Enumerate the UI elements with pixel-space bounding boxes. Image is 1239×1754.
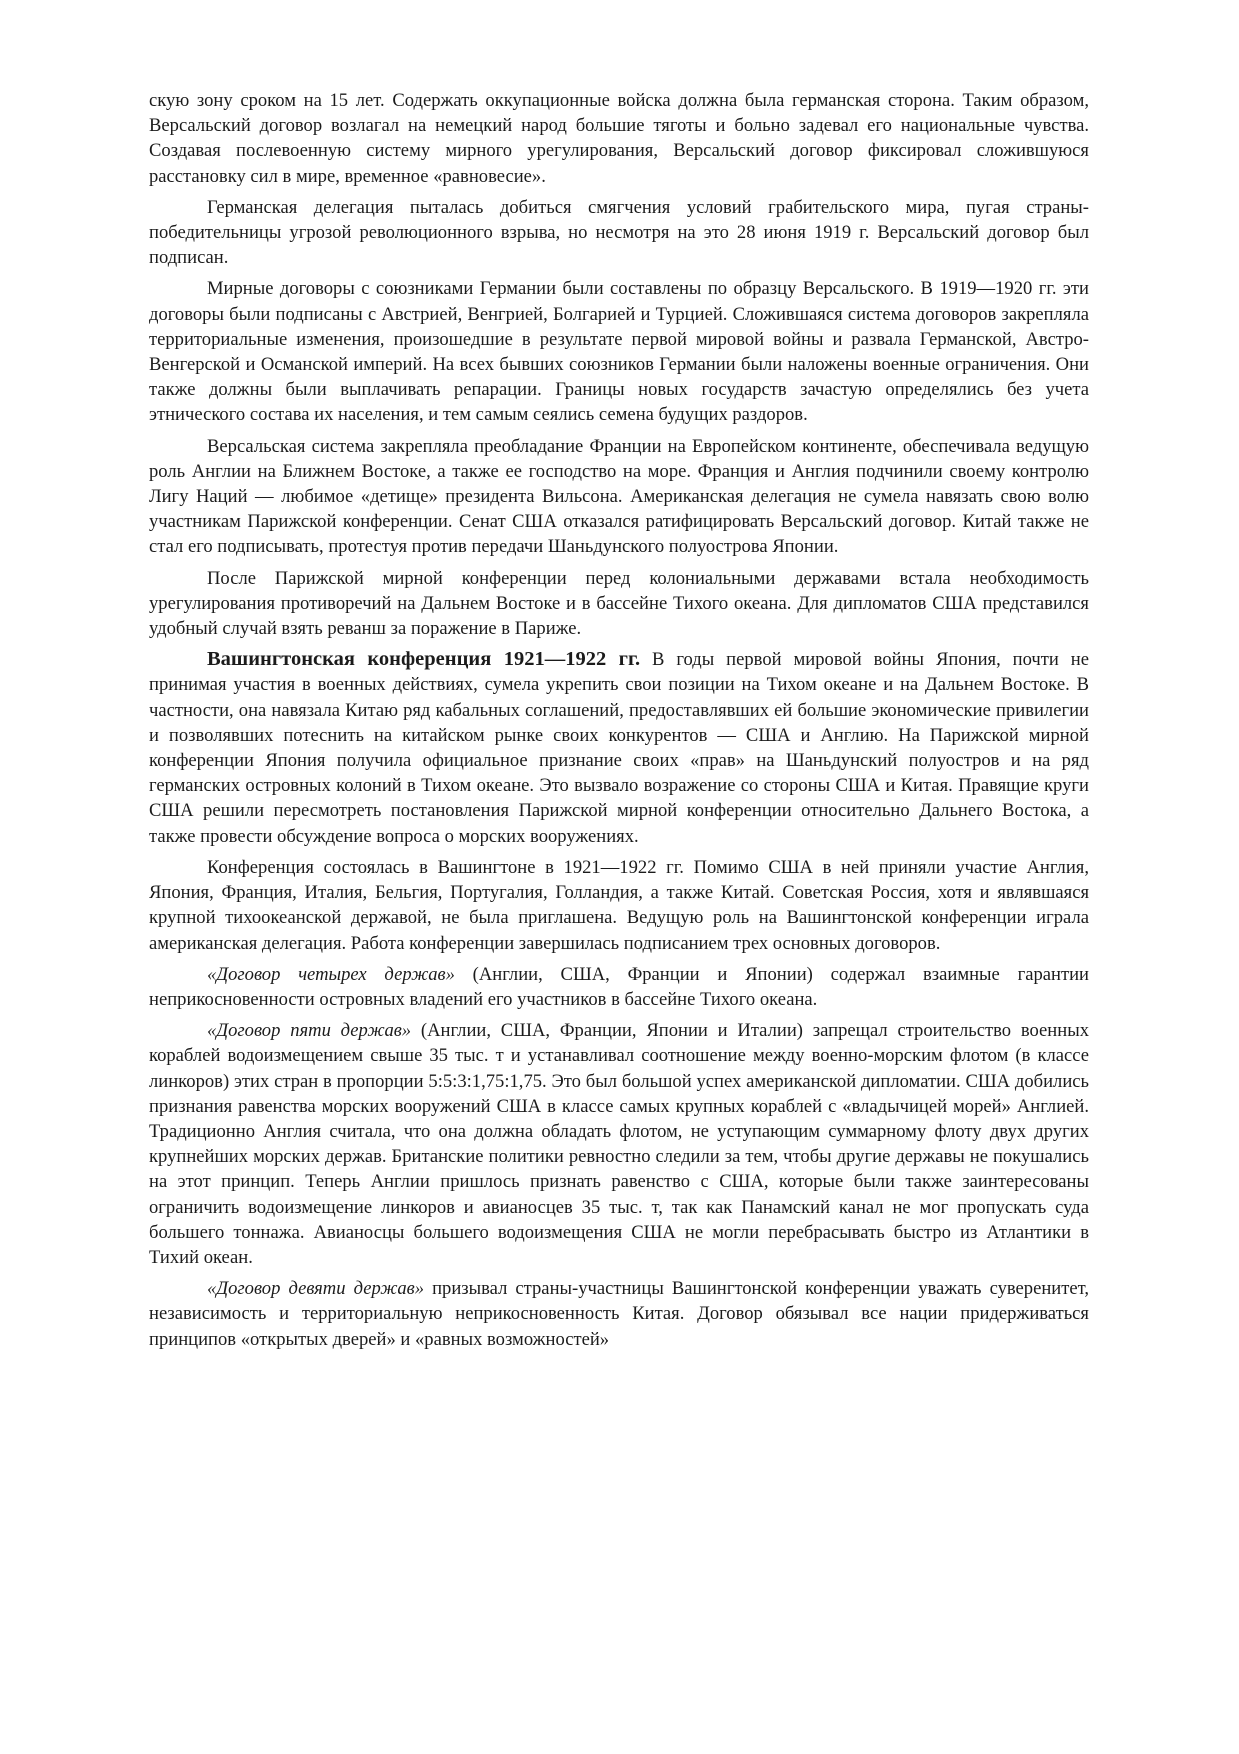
paragraph-versailles-system: Версальская система закрепляла преобладание Франции на Европейском континенте, обеспечивала ведущую роль Англии на Ближнем Востоке, а также ее господство на море. Франция и Англия подчинили своему контролю Лигу Наций — любимое «детище» президента Вильсона. Американская делегация не сумела навязать свою волю участникам Парижской конференции. Сенат США отказался ратифицировать Версальский договор. Китай также не стал его подписывать, протестуя против передачи Шаньдунского полуострова Японии. (149, 435, 1089, 558)
paragraph-german-delegation: Германская делегация пыталась добиться смягчения условий грабительского мира, пугая страны-победительницы угрозой революционного взрыва, но несмотря на это 28 июня 1919 г. Версальский договор был подписан. (149, 196, 1089, 269)
paragraph-text: (Англии, США, Франции и Японии) содержал взаимные гарантии неприкосновенности островных владений его участников в бассейне Тихого океана. (149, 963, 1089, 1010)
paragraph-after-paris: После Парижской мирной конференции перед колониальными державами встала необходимость урегулирования противоречий на Дальнем Востоке и в бассейне Тихого океана. Для дипломатов США представился удобный случай взять реванш за поражение в Париже. (149, 567, 1089, 640)
section-heading: Вашингтонская конференция 1921—1922 гг. (207, 648, 641, 671)
paragraph-nine-power-treaty (149, 1276, 1089, 1352)
paragraph-washington-conference (149, 647, 1089, 849)
paragraph-text: призывал страны-участницы Вашингтонской конференции уважать суверенитет, независимость и территориальную неприкосновенность Китая. Договор обязывал все нации придерживаться принципов «открытых дверей» и «равных возможностей» (149, 1278, 1089, 1350)
treaty-name: «Договор четырех держав» (207, 963, 455, 985)
paragraph-conference-participants: Конференция состоялась в Вашингтоне в 1921—1922 гг. Помимо США в ней приняли участие Англия, Япония, Франция, Италия, Бельгия, Португалия, Голландия, а также Китай. Советская Россия, хотя и являвшаяся крупной тихоокеанской державой, не была приглашена. Ведущую роль на Вашингтонской конференции играла американская делегация. Работа конференции завершилась подписанием трех основных договоров. (149, 856, 1089, 954)
paragraph-four-power-treaty (149, 962, 1089, 1012)
paragraph-peace-treaties: Мирные договоры с союзниками Германии были составлены по образцу Версальского. В 1919—1920 гг. эти договоры были подписаны с Австрией, Венгрией, Болгарией и Турцией. Сложившаяся система договоров закрепляла территориальные изменения, произошедшие в результате первой мировой войны и развала Германской, Австро-Венгерской и Османской империй. На всех бывших союзников Германии были наложены военные ограничения. Они также должны были выплачивать репарации. Границы новых государств зачастую определялись без учета этнического состава их населения, и тем самым сеялись семена будущих раздоров. (149, 278, 1089, 426)
document-page (149, 88, 1089, 1358)
treaty-name: «Договор пяти держав» (207, 1020, 412, 1042)
paragraph-five-power-treaty (149, 1018, 1089, 1270)
paragraph-versailles-terms: скую зону сроком на 15 лет. Содержать оккупационные войска должна была германская сторона. Таким образом, Версальский договор возлагал на немецкий народ большие тяготы и больно задевал его национальные чувства. Создавая послевоенную систему мирного урегулирования, Версальский договор фиксировал сложившуюся расстановку сил в мире, временное «равновесие». (149, 90, 1089, 187)
paragraph-text: В годы первой мировой войны Япония, почти не принимая участия в военных действиях, сумела укрепить свои позиции на Тихом океане и на Дальнем Востоке. В частности, она навязала Китаю ряд кабальных соглашений, предоставлявших ей большие экономические привилегии и позволявших потеснить на китайском рынке своих конкурентов — США и Англию. На Парижской мирной конференции Япония получила официальное признание своих «прав» на Шаньдунский полуостров и на ряд германских островных колоний в Тихом океане. Это вызвало возражение со стороны США и Китая. Правящие круги США решили пересмотреть постановления Парижской мирной конференции относительно Дальнего Востока, а также провести обсуждение вопроса о морских вооружениях. (149, 649, 1089, 847)
paragraph-text: (Англии, США, Франции, Японии и Италии) запрещал строительство военных кораблей водоизмещением свыше 35 тыс. т и устанавливал соотношение между военно-морским флотом (в классе линкоров) этих стран в пропорции 5:5:3:1,75:1,75. Это был большой успех американской дипломатии. США добились признания равенства морских вооружений США в классе самых крупных кораблей с «владычицей морей» Англией. Традиционно Англия считала, что она должна обладать флотом, не уступающим суммарному флоту двух других крупнейших морских держав. Британские политики ревностно следили за тем, чтобы другие державы не покушались на этот принцип. Теперь Англии пришлось признать равенство с США, которые были также заинтересованы ограничить водоизмещение линкоров и авианосцев 35 тыс. т, так как Панамский канал не мог пропускать суда большего тоннажа. Авианосцы большего водоизмещения США не могли перебрасывать быстро из Атлантики в Тихий океан. (149, 1020, 1089, 1268)
treaty-name: «Договор девяти держав» (207, 1278, 425, 1300)
